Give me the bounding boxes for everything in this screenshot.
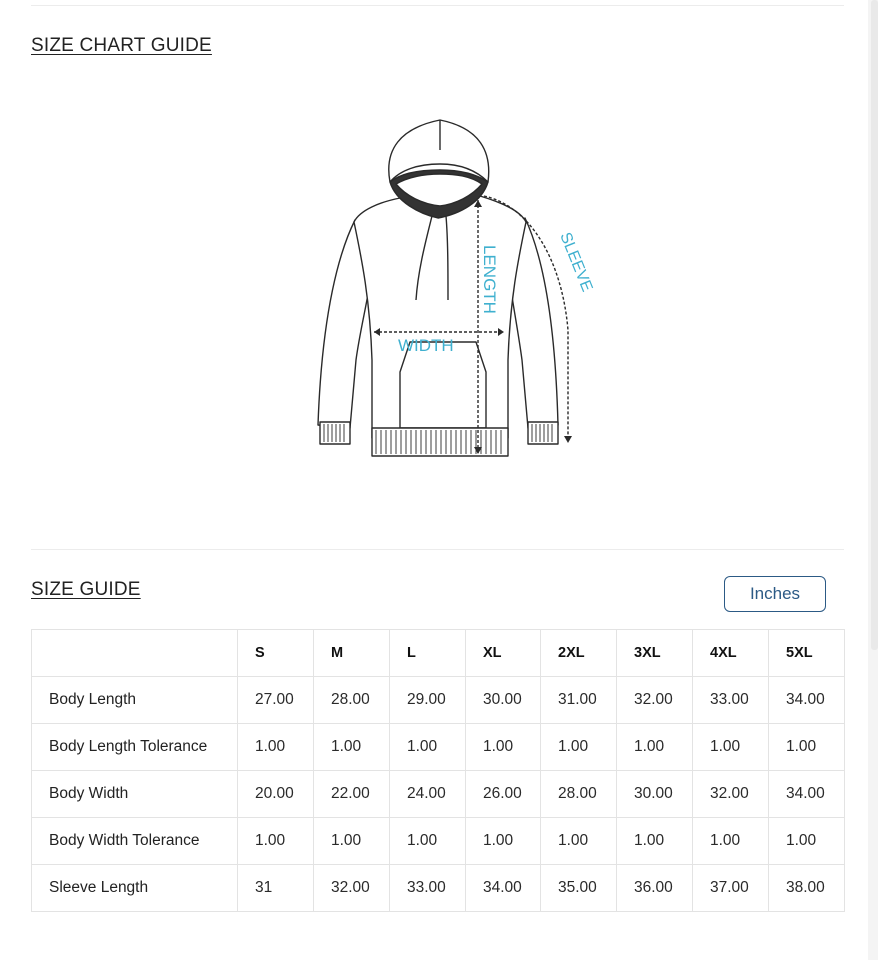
table-cell: 29.00 (390, 677, 466, 724)
table-cell: 34.00 (769, 771, 845, 818)
table-cell: 34.00 (769, 677, 845, 724)
table-header-size: 4XL (693, 630, 769, 677)
row-label: Body Width Tolerance (32, 818, 238, 865)
table-cell: 1.00 (238, 724, 314, 771)
size-guide-title: SIZE GUIDE (31, 579, 141, 600)
table-cell: 33.00 (390, 865, 466, 912)
table-cell: 22.00 (314, 771, 390, 818)
hoodie-outline-icon (318, 120, 558, 456)
table-cell: 38.00 (769, 865, 845, 912)
size-chart-guide-title: SIZE CHART GUIDE (31, 35, 212, 56)
table-cell: 1.00 (769, 818, 845, 865)
section-divider (31, 549, 844, 550)
table-header-size: M (314, 630, 390, 677)
table-cell: 32.00 (617, 677, 693, 724)
table-header-size: 3XL (617, 630, 693, 677)
table-header-row (32, 630, 845, 677)
table-cell: 36.00 (617, 865, 693, 912)
table-cell: 1.00 (314, 818, 390, 865)
table-cell: 27.00 (238, 677, 314, 724)
width-label: WIDTH (398, 336, 454, 355)
unit-toggle-button[interactable]: Inches (724, 576, 826, 612)
top-divider (31, 5, 844, 6)
table-cell: 1.00 (390, 818, 466, 865)
hoodie-measurement-diagram (300, 110, 600, 470)
table-cell: 1.00 (541, 724, 617, 771)
row-label: Body Width (32, 771, 238, 818)
table-cell: 35.00 (541, 865, 617, 912)
table-cell: 32.00 (314, 865, 390, 912)
table-cell: 1.00 (693, 724, 769, 771)
table-cell: 31.00 (541, 677, 617, 724)
table-row (32, 677, 845, 724)
table-header-size: 2XL (541, 630, 617, 677)
table-cell: 1.00 (617, 818, 693, 865)
sleeve-label: SLEEVE (556, 230, 596, 295)
table-cell: 32.00 (693, 771, 769, 818)
table-header-size: L (390, 630, 466, 677)
table-cell: 1.00 (390, 724, 466, 771)
table-cell: 24.00 (390, 771, 466, 818)
row-label: Body Length (32, 677, 238, 724)
table-header-size: S (238, 630, 314, 677)
table-row (32, 818, 845, 865)
table-cell: 1.00 (314, 724, 390, 771)
size-table (31, 629, 845, 912)
table-cell: 34.00 (466, 865, 541, 912)
table-cell: 30.00 (466, 677, 541, 724)
table-row (32, 724, 845, 771)
table-header-size: 5XL (769, 630, 845, 677)
length-label: LENGTH (480, 245, 499, 314)
table-cell: 1.00 (466, 724, 541, 771)
table-cell: 37.00 (693, 865, 769, 912)
table-cell: 1.00 (238, 818, 314, 865)
row-label: Sleeve Length (32, 865, 238, 912)
table-cell: 1.00 (617, 724, 693, 771)
table-cell: 26.00 (466, 771, 541, 818)
scrollbar-thumb[interactable] (871, 0, 878, 650)
table-cell: 1.00 (541, 818, 617, 865)
table-cell: 1.00 (466, 818, 541, 865)
table-cell: 33.00 (693, 677, 769, 724)
table-row (32, 865, 845, 912)
table-cell: 28.00 (541, 771, 617, 818)
table-header-corner (32, 630, 238, 677)
table-row (32, 771, 845, 818)
table-cell: 20.00 (238, 771, 314, 818)
table-cell: 30.00 (617, 771, 693, 818)
table-cell: 28.00 (314, 677, 390, 724)
table-cell: 1.00 (693, 818, 769, 865)
table-cell: 31 (238, 865, 314, 912)
table-header-size: XL (466, 630, 541, 677)
table-cell: 1.00 (769, 724, 845, 771)
row-label: Body Length Tolerance (32, 724, 238, 771)
